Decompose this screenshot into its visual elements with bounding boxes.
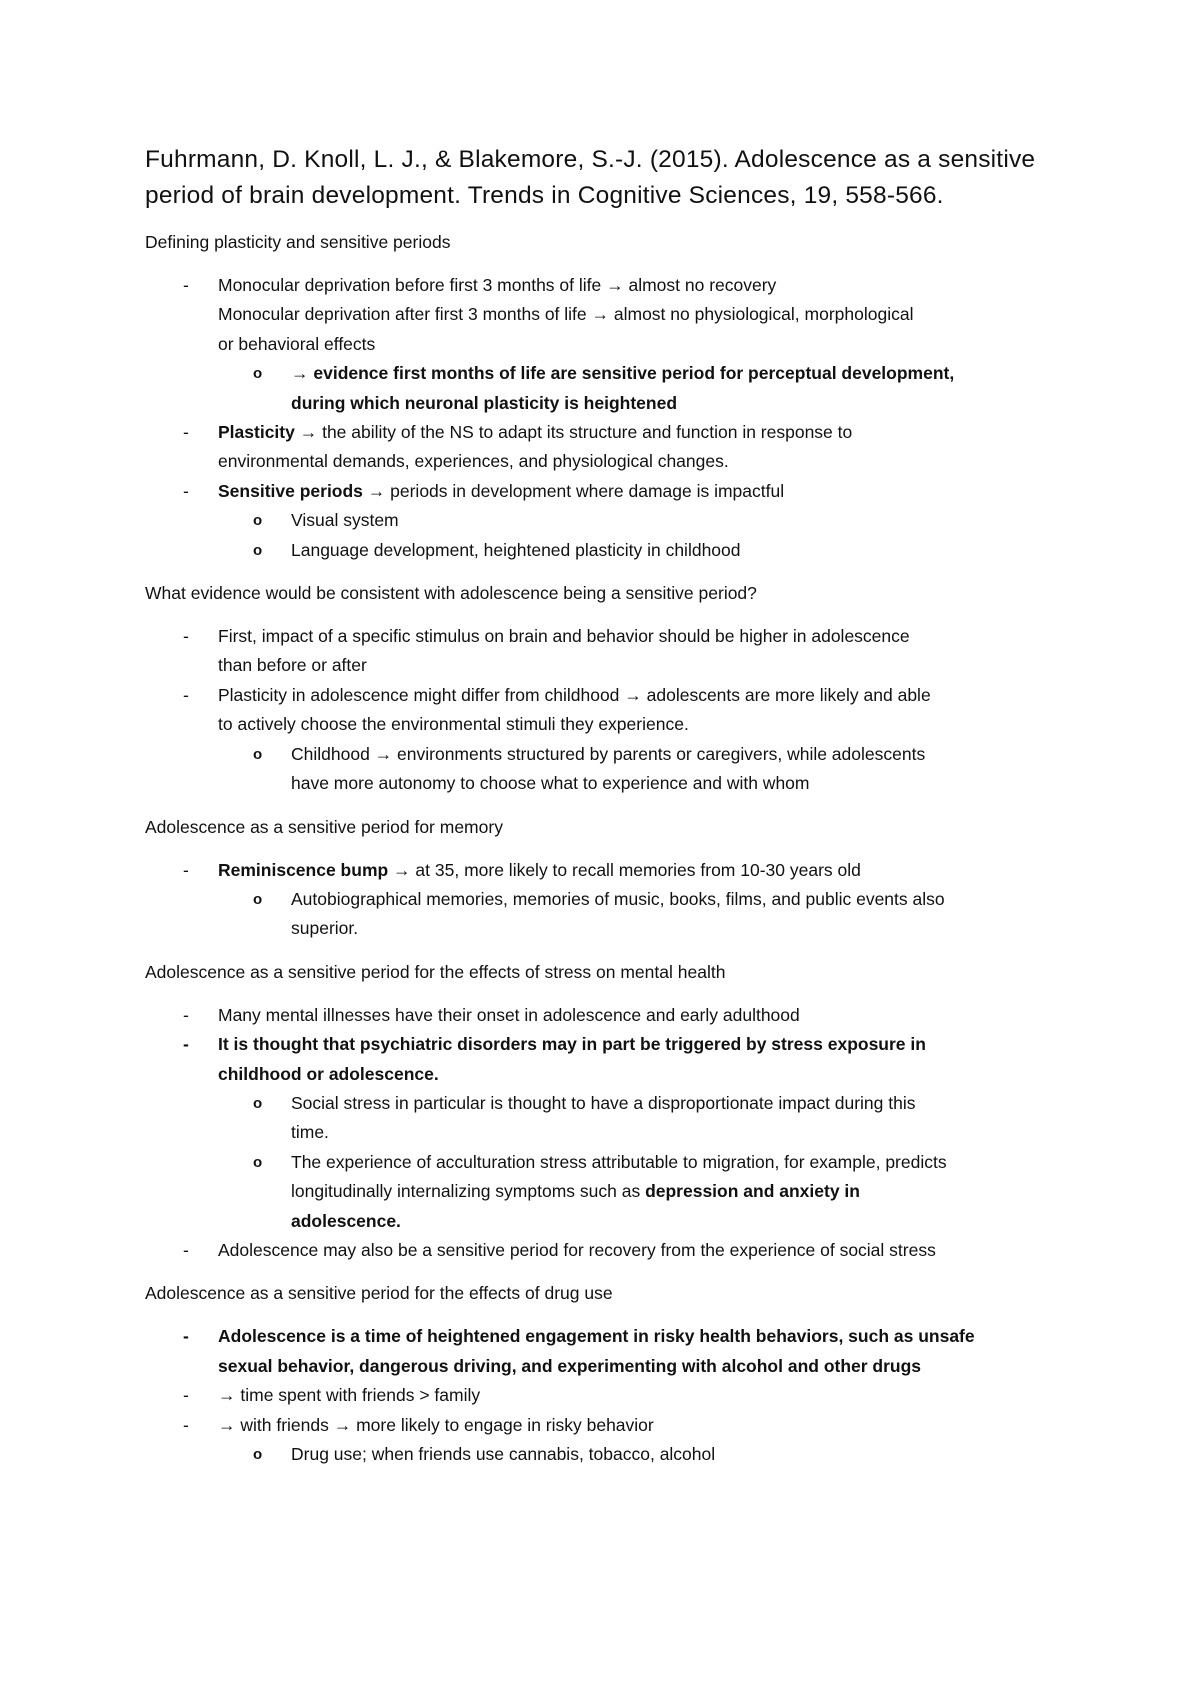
item-text: Adolescence is a time of heightened engagement in risky health behaviors, such as unsafe [218,1326,975,1347]
list-subitem [145,1089,1085,1148]
item-text: during which neuronal plasticity is heightened [291,392,678,413]
item-text: adolescence. [291,1210,401,1231]
dash-marker: - [183,859,189,880]
bullet-marker: o [253,745,263,763]
dash-marker: - [183,1414,189,1435]
bold-text: depression and anxiety in [645,1181,860,1202]
list-item [145,1381,1085,1410]
list-item [145,1322,1085,1381]
item-text: Many mental illnesses have their onset in adolescence and early adulthood [218,1004,800,1025]
bullet-marker: o [253,1446,263,1463]
list-item [145,477,1085,506]
bullet-marker: o [253,890,263,908]
list-item [145,418,1085,477]
item-text: childhood or adolescence. [218,1063,439,1084]
dash-marker: - [183,1326,189,1347]
term-sensitive-periods: Sensitive periods → [218,480,386,501]
item-text [291,1177,1085,1206]
item-text: First, impact of a specific stimulus on brain and behavior should be higher in adolescence [218,626,910,647]
list-item [145,622,1085,681]
bullet-marker: o [253,541,263,559]
item-text: Drug use; when friends use cannabis, tobacco, alcohol [291,1444,716,1464]
stress-list [145,1001,1085,1266]
dash-marker: - [183,1239,189,1260]
item-text [218,477,1085,506]
title-line-1: Fuhrmann, D. Knoll, L. J., & Blakemore, S.-J. (2015). Adolescence as a sensitive [145,146,1036,173]
section-heading-memory: Adolescence as a sensitive period for memory [145,816,503,837]
drugs-list [145,1322,1085,1469]
bullet-marker: o [253,1094,263,1112]
definition-text: the ability of the NS to adapt its structure and function in response to [317,422,853,443]
item-text: Social stress in particular is thought to have a disproportionate impact during this [291,1092,916,1113]
item-text: sexual behavior, dangerous driving, and experimenting with alcohol and other drugs [218,1355,922,1376]
item-text: → evidence first months of life are sensitive period for perceptual development, [291,363,955,384]
dash-marker: - [183,1004,189,1025]
definition-text: at 35, more likely to recall memories from 10-30 years old [410,859,861,880]
item-text [218,856,1085,885]
list-subitem [145,506,1085,535]
section-heading-evidence: What evidence would be consistent with adolescence being a sensitive period? [145,583,757,604]
item-text: Visual system [291,510,399,531]
item-text: It is thought that psychiatric disorders may in part be triggered by stress exposure in [218,1034,926,1055]
dash-marker: - [183,480,189,501]
item-text: superior. [291,918,359,939]
memory-list [145,856,1085,944]
list-item [145,1030,1085,1089]
item-text: have more autonomy to choose what to experience and with whom [291,773,810,794]
list-subitem [145,536,1085,565]
list-item [145,1411,1085,1440]
item-text: The experience of acculturation stress attributable to migration, for example, predicts [291,1151,947,1172]
list-subitem [145,359,1085,418]
evidence-list [145,622,1085,798]
section-heading-drugs: Adolescence as a sensitive period for the effects of drug use [145,1283,613,1304]
item-text: than before or after [218,655,367,676]
item-text: to actively choose the environmental stimuli they experience. [218,714,689,735]
bullet-marker: o [253,512,263,530]
plain-text: longitudinally internalizing symptoms such as [291,1181,646,1202]
item-text: time. [291,1122,329,1143]
item-text: Monocular deprivation after first 3 months of life → almost no physiological, morphological [218,304,914,325]
list-subitem [145,885,1085,944]
item-text: or behavioral effects [218,333,376,354]
item-text: Language development, heightened plasticity in childhood [291,539,741,560]
item-text: Monocular deprivation before first 3 months of life → almost no recovery [218,275,777,295]
section-heading-stress: Adolescence as a sensitive period for the effects of stress on mental health [145,961,726,982]
dash-marker: - [183,275,189,295]
list-item [145,271,1085,359]
item-text: → with friends → more likely to engage in risky behavior [218,1414,654,1435]
dash-marker: - [183,1034,189,1055]
item-text: Adolescence may also be a sensitive period for recovery from the experience of social stress [218,1239,936,1260]
list-item [145,681,1085,740]
title-line-2: period of brain development. Trends in Cognitive Sciences, 19, 558-566. [145,182,944,209]
plasticity-list [145,271,1085,565]
list-subitem [145,740,1085,799]
section-heading-plasticity: Defining plasticity and sensitive periods [145,232,451,252]
term-reminiscence-bump: Reminiscence bump → [218,859,411,880]
bullet-marker: o [253,365,263,383]
item-text: Childhood → environments structured by parents or caregivers, while adolescents [291,743,926,764]
item-text: Plasticity in adolescence might differ from childhood → adolescents are more likely and able [218,684,931,705]
item-text: Autobiographical memories, memories of music, books, films, and public events also [291,888,945,909]
item-text [218,418,1085,447]
term-plasticity: Plasticity → [218,422,318,443]
list-subitem [145,1440,1085,1469]
citation-title [145,142,1085,214]
item-text: environmental demands, experiences, and physiological changes. [218,451,729,472]
dash-marker: - [183,626,189,647]
document-body [145,142,1085,1483]
definition-text: periods in development where damage is impactful [385,480,785,501]
list-item [145,856,1085,885]
bullet-marker: o [253,1153,263,1171]
list-item [145,1001,1085,1030]
dash-marker: - [183,684,189,705]
dash-marker: - [183,422,189,443]
list-item [145,1236,1085,1265]
item-text: → time spent with friends > family [218,1385,481,1406]
dash-marker: - [183,1385,189,1406]
list-subitem [145,1148,1085,1236]
